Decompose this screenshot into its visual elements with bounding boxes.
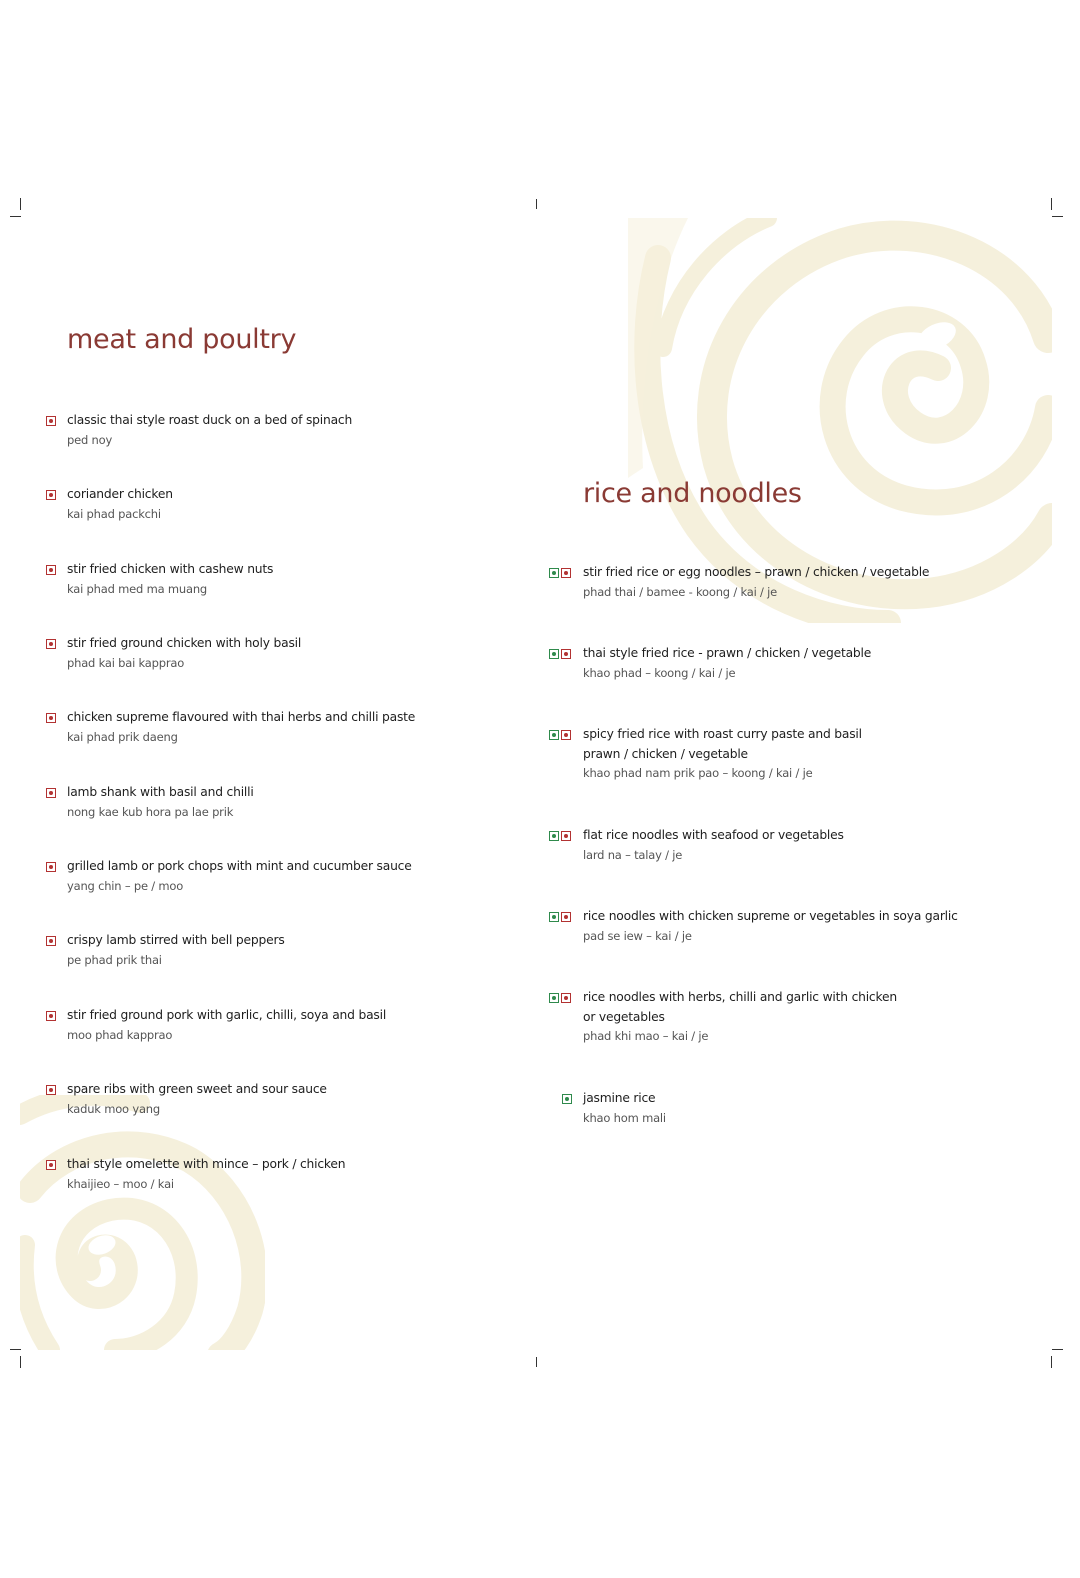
dish-thai-name: phad kai bai kapprao: [67, 655, 185, 670]
crop-mark-bottom-right-vertical: [1051, 1356, 1052, 1368]
menu-item: [583, 644, 871, 683]
dish-name: spicy fried rice with roast curry paste and basil: [583, 727, 862, 741]
dish-name: crispy lamb stirred with bell peppers: [67, 933, 285, 947]
non-veg-marker-icon: [46, 1011, 56, 1021]
crop-mark-top-right-horizontal: [1052, 216, 1063, 217]
non-veg-marker-icon: [46, 1085, 56, 1095]
dish-thai-name: yang chin – pe / moo: [67, 878, 184, 893]
non-veg-marker-icon: [561, 649, 571, 659]
menu-item: [67, 783, 254, 822]
dish-thai-name: phad thai / bamee - koong / kai / je: [583, 584, 778, 599]
dish-name: stir fried rice or egg noodles – prawn / chicken / vegetable: [583, 565, 930, 579]
veg-marker-icon: [549, 568, 559, 578]
non-veg-marker-icon: [561, 568, 571, 578]
menu-item: [67, 708, 415, 747]
non-veg-marker-icon: [46, 713, 56, 723]
menu-item: [583, 1089, 666, 1128]
veg-marker-icon: [549, 993, 559, 1003]
dish-name: stir fried ground chicken with holy basil: [67, 636, 302, 650]
menu-item: [67, 1155, 345, 1194]
section-title-rice-and-noodles: rice and noodles: [583, 478, 802, 509]
dish-thai-name: khao phad nam prik pao – koong / kai / je: [583, 766, 813, 780]
veg-marker-icon: [562, 1094, 572, 1104]
menu-item: [67, 485, 173, 524]
dish-thai-name: khao hom mali: [583, 1110, 666, 1125]
menu-item: [583, 907, 958, 946]
menu-item: [583, 563, 929, 602]
crop-mark-bottom-left-vertical: [20, 1356, 21, 1368]
veg-marker-icon: [549, 649, 559, 659]
veg-marker-icon: [549, 831, 559, 841]
menu-item: [67, 857, 412, 896]
dish-name: stir fried ground pork with garlic, chilli, soya and basil: [67, 1008, 387, 1022]
dish-thai-name: pe phad prik thai: [67, 952, 162, 967]
non-veg-marker-icon: [561, 993, 571, 1003]
non-veg-marker-icon: [561, 730, 571, 740]
dish-name: rice noodles with herbs, chilli and garlic with chicken: [583, 990, 897, 1004]
menu-item: [67, 931, 285, 970]
dish-name: coriander chicken: [67, 487, 173, 501]
dish-thai-name: kai phad med ma muang: [67, 581, 208, 596]
crop-mark-top-right-vertical: [1051, 198, 1052, 210]
dish-thai-name: phad khi mao – kai / je: [583, 1029, 709, 1043]
non-veg-marker-icon: [46, 862, 56, 872]
crop-mark-top-left-vertical: [20, 198, 21, 210]
non-veg-marker-icon: [46, 490, 56, 500]
crop-mark-bottom-left-horizontal: [10, 1349, 21, 1350]
dish-thai-name: pad se iew – kai / je: [583, 928, 692, 943]
dish-thai-name: nong kae kub hora pa lae prik: [67, 804, 234, 819]
dish-thai-name: kaduk moo yang: [67, 1101, 160, 1116]
non-veg-marker-icon: [46, 565, 56, 575]
menu-item: [67, 634, 301, 673]
dish-thai-name: kai phad prik daeng: [67, 729, 178, 744]
menu-item: [67, 1006, 386, 1045]
dish-name: thai style fried rice - prawn / chicken / vegetable: [583, 646, 872, 660]
crop-mark-top-left-horizontal: [10, 216, 21, 217]
crop-mark-bottom-right-horizontal: [1052, 1349, 1063, 1350]
dish-thai-name: moo phad kapprao: [67, 1027, 173, 1042]
non-veg-marker-icon: [46, 416, 56, 426]
non-veg-marker-icon: [46, 639, 56, 649]
menu-item: [583, 988, 897, 1047]
swirl-decoration-left: [20, 1095, 265, 1350]
dish-thai-name: khaijieo – moo / kai: [67, 1176, 174, 1191]
dish-name: thai style omelette with mince – pork / chicken: [67, 1157, 346, 1171]
dish-name-continued: prawn / chicken / vegetable: [583, 746, 748, 761]
non-veg-marker-icon: [46, 1160, 56, 1170]
dish-name: jasmine rice: [583, 1091, 656, 1105]
menu-item: [67, 411, 352, 450]
section-title-meat-and-poultry: meat and poultry: [67, 324, 297, 355]
crop-mark-bottom-center: [536, 1357, 537, 1367]
non-veg-marker-icon: [561, 912, 571, 922]
non-veg-marker-icon: [561, 831, 571, 841]
dish-name: classic thai style roast duck on a bed of spinach: [67, 413, 353, 427]
dish-name: chicken supreme flavoured with thai herbs and chilli paste: [67, 710, 416, 724]
dish-name: rice noodles with chicken supreme or vegetables in soya garlic: [583, 909, 958, 923]
dish-name: grilled lamb or pork chops with mint and cucumber sauce: [67, 859, 412, 873]
dish-name: spare ribs with green sweet and sour sauce: [67, 1082, 327, 1096]
non-veg-marker-icon: [46, 936, 56, 946]
dish-thai-name: khao phad – koong / kai / je: [583, 665, 736, 680]
dish-name-continued: or vegetables: [583, 1009, 665, 1024]
menu-item: [583, 725, 862, 784]
veg-marker-icon: [549, 912, 559, 922]
dish-thai-name: kai phad packchi: [67, 506, 161, 521]
dish-name: stir fried chicken with cashew nuts: [67, 562, 274, 576]
dish-name: flat rice noodles with seafood or vegetables: [583, 828, 844, 842]
non-veg-marker-icon: [46, 788, 56, 798]
dish-thai-name: lard na – talay / je: [583, 847, 683, 862]
veg-marker-icon: [549, 730, 559, 740]
menu-item: [67, 1080, 327, 1119]
crop-mark-top-center: [536, 199, 537, 209]
menu-item: [583, 826, 844, 865]
dish-name: lamb shank with basil and chilli: [67, 785, 254, 799]
menu-item: [67, 560, 273, 599]
dish-thai-name: ped noy: [67, 432, 113, 447]
